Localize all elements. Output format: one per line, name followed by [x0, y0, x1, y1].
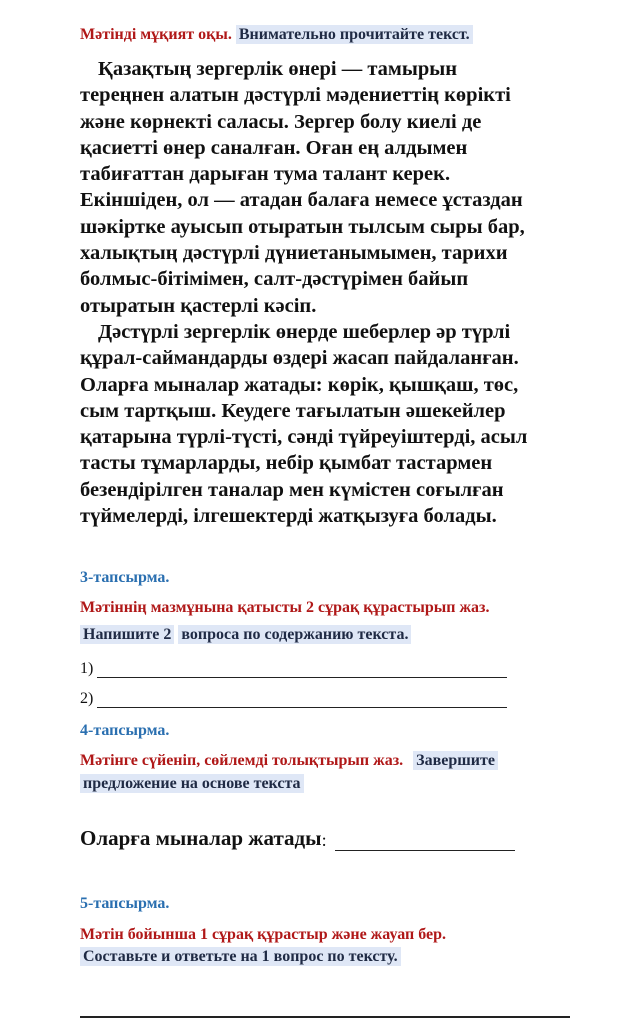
answer-number: 1)	[80, 660, 94, 677]
task4-instruction	[80, 752, 498, 770]
text-line: тасты тұмарларды, небір қымбат тастармен	[80, 452, 493, 475]
text-line: құрал-саймандарды өздері жасап пайдаланған.	[80, 347, 519, 370]
task3-instruction-ru	[80, 626, 411, 644]
task5-answer-line[interactable]	[80, 1016, 570, 1018]
text-line: сым тартқыш. Кеудеге тағылатын әшекейлер	[80, 399, 506, 422]
reading-instruction	[80, 26, 473, 44]
text-line: Оларға мыналар жатады: көрік, қышқаш, төс,	[80, 373, 519, 396]
text-line: Қазақтың зергерлік өнері — тамырын	[98, 58, 458, 80]
task5-instruction-kz: Мәтін бойынша 1 сұрақ құрастыр және жауап бер.	[80, 926, 447, 943]
text-line: отыратын қастерлі кәсіп.	[80, 294, 317, 317]
text-line: қасиетті өнер саналған. Оған ең алдымен	[80, 136, 468, 159]
task3-instruction-kz: Мәтіннің мазмұнына қатысты 2 сұрақ құрастырып жаз.	[80, 599, 490, 616]
sentence-colon: :	[321, 830, 327, 850]
instruction-ru: Внимательно прочитайте текст.	[236, 25, 473, 44]
instruction-kz: Мәтінді мұқият оқы.	[80, 26, 232, 43]
text-line: және көрнекті саласы. Зергер болу киелі де	[80, 110, 482, 133]
task3-ru-part1: Напишите 2	[80, 625, 174, 644]
text-line: Екіншіден, ол — атадан балаға немесе ұстаздан	[80, 189, 523, 212]
answer-line-1[interactable]	[97, 663, 507, 678]
task3-ru-part2: вопроса по содержанию текста.	[178, 625, 411, 644]
task5-title: 5-тапсырма.	[80, 895, 170, 912]
task3-answer-1[interactable]	[80, 660, 507, 678]
task4-instruction-ru-2: предложение на основе текста	[80, 774, 304, 793]
text-line: табиғаттан дарыған тума талант керек.	[80, 163, 451, 186]
text-line: безендірілген таналар мен күмістен соғылған	[80, 478, 504, 501]
task3-title: 3-тапсырма.	[80, 569, 170, 586]
answer-line-2[interactable]	[97, 693, 507, 708]
text-line: шәкіртке ауысып отыратын тылсым сыры бар,	[80, 215, 525, 238]
task4-title: 4-тапсырма.	[80, 722, 170, 739]
task4-instruction-ru-1: Завершите	[413, 751, 498, 770]
text-line: болмыс-бітімімен, салт-дәстүрімен байып	[80, 268, 469, 291]
task5-instruction-ru: Составьте и ответьте на 1 вопрос по тексту.	[80, 947, 401, 966]
task4-sentence[interactable]	[80, 826, 515, 851]
sentence-completion-line[interactable]	[335, 832, 515, 851]
text-line: қатарына түрлі-түсті, сәнді түйреуіштерді, асыл	[80, 426, 528, 449]
text-line: халықтың дәстүрлі дүниетанымымен, тарихи	[80, 242, 508, 265]
task5-instruction-ru-wrap	[80, 948, 401, 966]
reading-text	[80, 56, 580, 529]
text-line: Дәстүрлі зергерлік өнерде шеберлер әр түрлі	[98, 320, 511, 343]
text-line: түймелерді, ілгешектерді жатқызуға болады.	[80, 505, 497, 528]
task3-answer-2[interactable]	[80, 690, 507, 708]
task4-instruction-kz: Мәтінге сүйеніп, сөйлемді толықтырып жаз.	[80, 752, 404, 769]
answer-number: 2)	[80, 690, 94, 707]
text-line: тереңнен алатын дәстүрлі мәдениеттің көрікті	[80, 84, 511, 107]
sentence-start: Оларға мыналар жатады	[80, 826, 322, 850]
task4-instruction-ru-2-wrap	[80, 775, 304, 793]
